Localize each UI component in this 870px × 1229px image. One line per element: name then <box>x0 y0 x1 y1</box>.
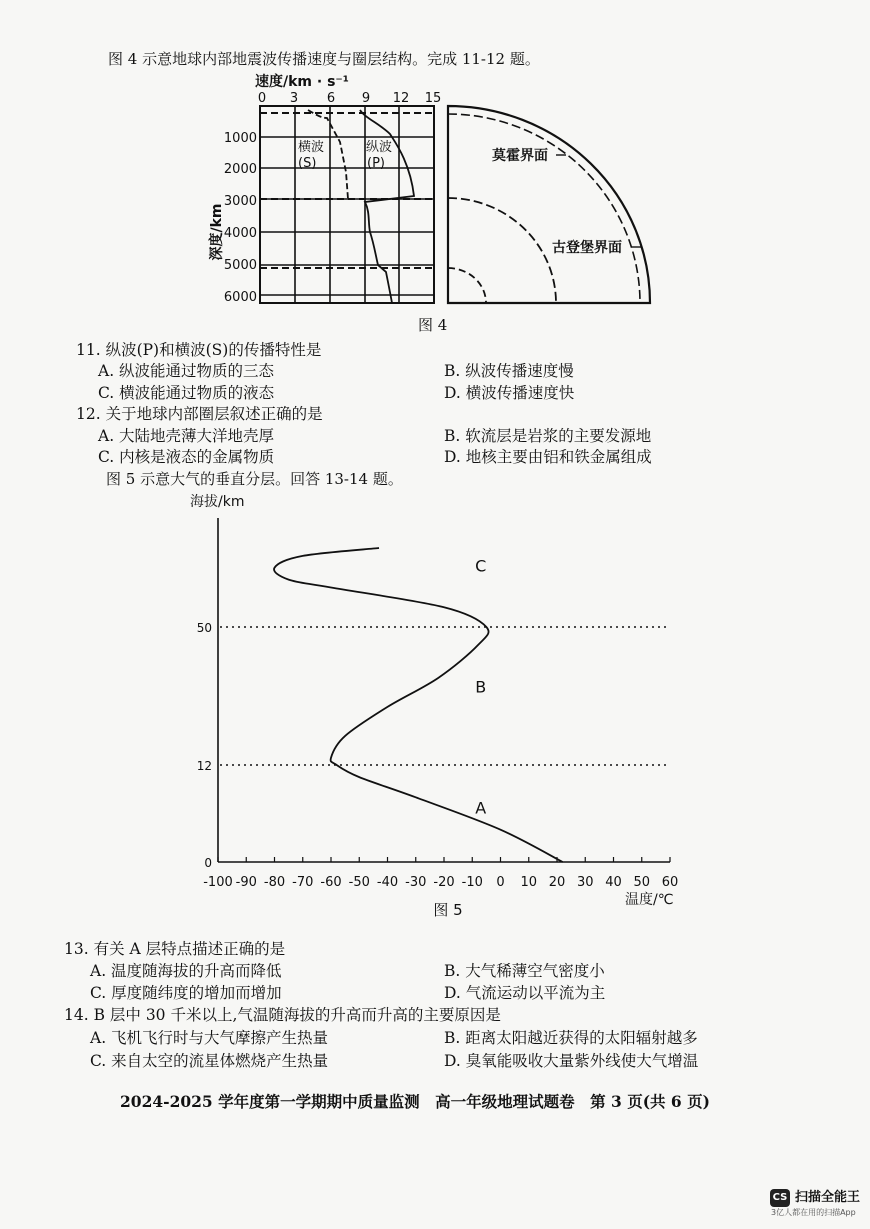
y-tick-label: 12 <box>196 759 212 773</box>
q11-option-d[interactable]: D. 横波传播速度快 <box>444 384 575 402</box>
x-axis-label: 温度/℃ <box>625 892 674 908</box>
s-wave-label: 横波 <box>298 140 325 155</box>
gutenberg-label: 古登堡界面 <box>552 240 622 256</box>
y-tick-label: 0 <box>204 856 212 870</box>
q14-option-c[interactable]: C. 来自太空的流星体燃烧产生热量 <box>90 1052 329 1070</box>
x-tick-label: -50 <box>348 875 370 890</box>
speed-tick: 6 <box>326 91 336 106</box>
q13-option-a[interactable]: A. 温度随海拔的升高而降低 <box>90 962 282 980</box>
speed-tick: 12 <box>392 91 410 106</box>
q13-option-c[interactable]: C. 厚度随纬度的增加而增加 <box>90 984 282 1002</box>
speed-tick: 3 <box>289 91 299 106</box>
layer-label-c: C <box>475 556 487 576</box>
q11-stem: 11. 纵波(P)和横波(S)的传播特性是 <box>76 341 322 359</box>
depth-tick: 6000 <box>223 290 257 305</box>
depth-tick: 4000 <box>223 226 257 241</box>
q12-option-a[interactable]: A. 大陆地壳薄大洋地壳厚 <box>98 427 275 445</box>
intro-fig5: 图 5 示意大气的垂直分层。回答 13-14 题。 <box>106 470 403 488</box>
grid-frame <box>260 106 434 303</box>
gutenberg-arc <box>448 198 556 303</box>
q13-option-b[interactable]: B. 大气稀薄空气密度小 <box>444 962 605 980</box>
x-tick-label: 20 <box>548 875 566 890</box>
x-tick-label: 50 <box>633 875 651 890</box>
chart-caption: 图 5 <box>433 901 463 919</box>
q11-option-b[interactable]: B. 纵波传播速度慢 <box>444 362 574 380</box>
q14-option-d[interactable]: D. 臭氧能吸收大量紫外线使大气增温 <box>444 1052 699 1070</box>
x-tick-label: -90 <box>235 875 257 890</box>
watermark-brand: 扫描全能王 <box>795 1190 861 1205</box>
y-tick-label: 50 <box>196 621 212 635</box>
depth-tick: 5000 <box>223 258 257 273</box>
watermark-tagline: 3亿人都在用的扫描App <box>771 1208 856 1217</box>
y-axis-label: 海拔/km <box>190 494 245 510</box>
p-wave-curve <box>360 110 414 303</box>
q11-option-a[interactable]: A. 纵波能通过物质的三态 <box>98 362 275 380</box>
intro-fig4: 图 4 示意地球内部地震波传播速度与圈层结构。完成 11-12 题。 <box>108 50 540 68</box>
layer-label-b: B <box>475 677 487 697</box>
q13-stem: 13. 有关 A 层特点描述正确的是 <box>64 940 286 958</box>
x-tick-label: -60 <box>320 875 342 890</box>
inner-core-arc <box>448 268 486 303</box>
depth-tick: 1000 <box>223 131 257 146</box>
x-tick-label: -80 <box>263 875 286 890</box>
x-tick-label: 60 <box>661 875 679 890</box>
moho-arc <box>448 114 640 303</box>
q12-option-b[interactable]: B. 软流层是岩浆的主要发源地 <box>444 427 652 445</box>
x-tick-label: -10 <box>461 875 483 890</box>
depth-tick: 3000 <box>223 194 257 209</box>
figure-4 <box>200 72 670 342</box>
q14-option-a[interactable]: A. 飞机飞行时与大气摩擦产生热量 <box>90 1029 329 1047</box>
q13-option-d[interactable]: D. 气流运动以平流为主 <box>444 984 606 1002</box>
p-wave-sub: (P) <box>367 156 385 171</box>
speed-tick: 9 <box>361 91 371 106</box>
x-tick-label: 40 <box>605 875 622 890</box>
earth-quarter <box>448 106 650 303</box>
q11-option-c[interactable]: C. 横波能通过物质的液态 <box>98 384 275 402</box>
depth-tick: 2000 <box>223 162 257 177</box>
q12-stem: 12. 关于地球内部圈层叙述正确的是 <box>76 405 323 423</box>
fig4-caption: 图 4 <box>418 316 448 334</box>
q14-stem: 14. B 层中 30 千米以上,气温随海拔的升高而升高的主要原因是 <box>64 1006 501 1024</box>
camscanner-logo-icon: CS <box>770 1189 790 1207</box>
depth-axis-label: 深度/km <box>209 203 225 261</box>
speed-tick: 15 <box>424 91 442 106</box>
x-tick-label: 30 <box>576 875 594 890</box>
page-footer: 2024-2025 学年度第一学期期中质量监测 高一年级地理试题卷 第 3 页(共 6 页) <box>120 1092 710 1111</box>
p-wave-label: 纵波 <box>366 140 393 155</box>
temperature-curve <box>274 548 563 862</box>
q12-option-d[interactable]: D. 地核主要由铝和铁金属组成 <box>444 448 652 466</box>
q14-option-b[interactable]: B. 距离太阳越近获得的太阳辐射越多 <box>444 1029 698 1047</box>
layer-label-a: A <box>475 798 487 818</box>
x-tick-label: -40 <box>376 875 399 890</box>
s-wave-sub: (S) <box>298 156 317 171</box>
x-tick-label: -100 <box>203 875 233 890</box>
figure-5-chart <box>170 490 700 930</box>
x-tick-label: -20 <box>433 875 455 890</box>
x-tick-label: -30 <box>405 875 427 890</box>
speed-tick: 0 <box>257 91 267 106</box>
x-tick-label: -70 <box>292 875 314 890</box>
moho-label: 莫霍界面 <box>492 148 548 164</box>
x-tick-label: 0 <box>496 875 505 890</box>
q12-option-c[interactable]: C. 内核是液态的金属物质 <box>98 448 275 466</box>
x-tick-label: 10 <box>520 875 538 890</box>
speed-axis-label: 速度/km · s⁻¹ <box>255 74 349 90</box>
